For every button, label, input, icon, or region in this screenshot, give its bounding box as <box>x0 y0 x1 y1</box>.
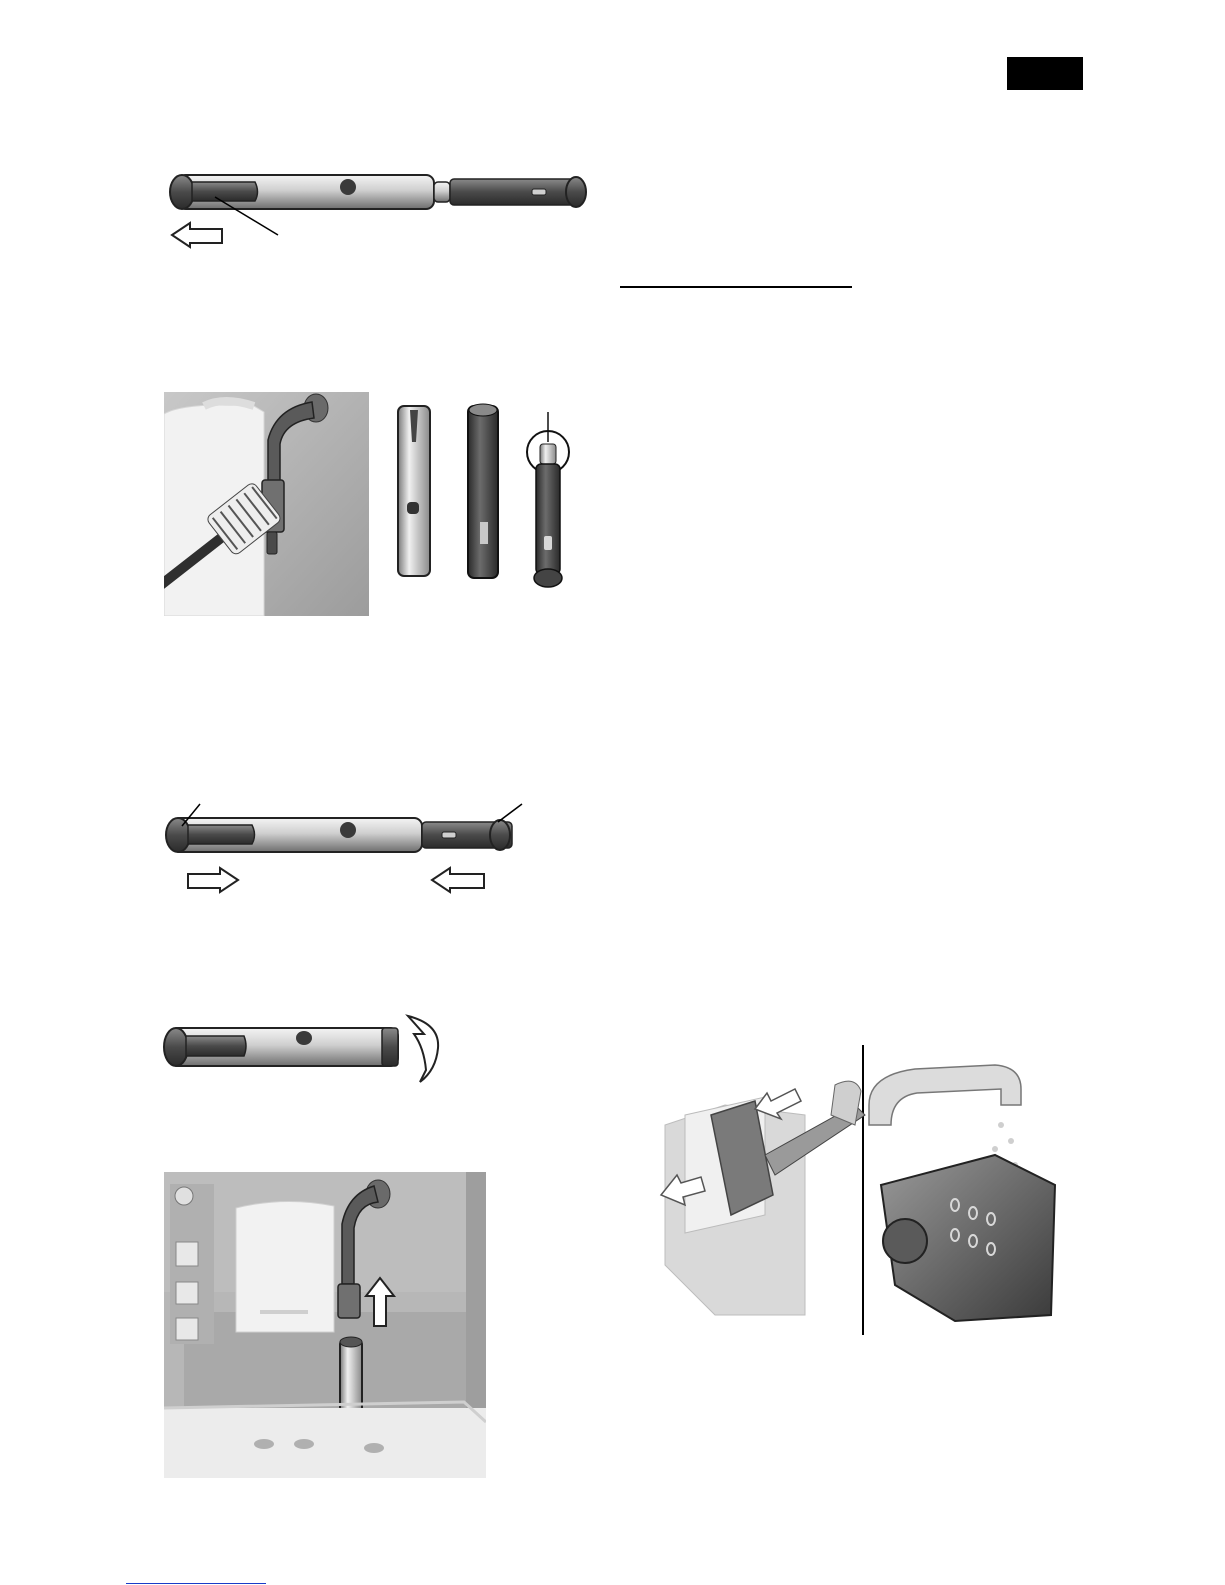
milk-frother-assembly-illustration <box>160 800 530 900</box>
footer-link-underline <box>126 1583 266 1584</box>
milk-frother-rotate-illustration <box>162 1008 452 1090</box>
steam-nozzle-cleaning-illustration <box>164 392 369 616</box>
section-tab-marker <box>1007 57 1083 90</box>
milk-frother-disassembly-illustration <box>160 165 590 255</box>
section-divider <box>620 286 852 288</box>
brewing-unit-rinse-illustration <box>655 1045 1085 1335</box>
frother-attach-illustration <box>164 1172 486 1478</box>
frother-parts-illustration <box>390 402 580 594</box>
